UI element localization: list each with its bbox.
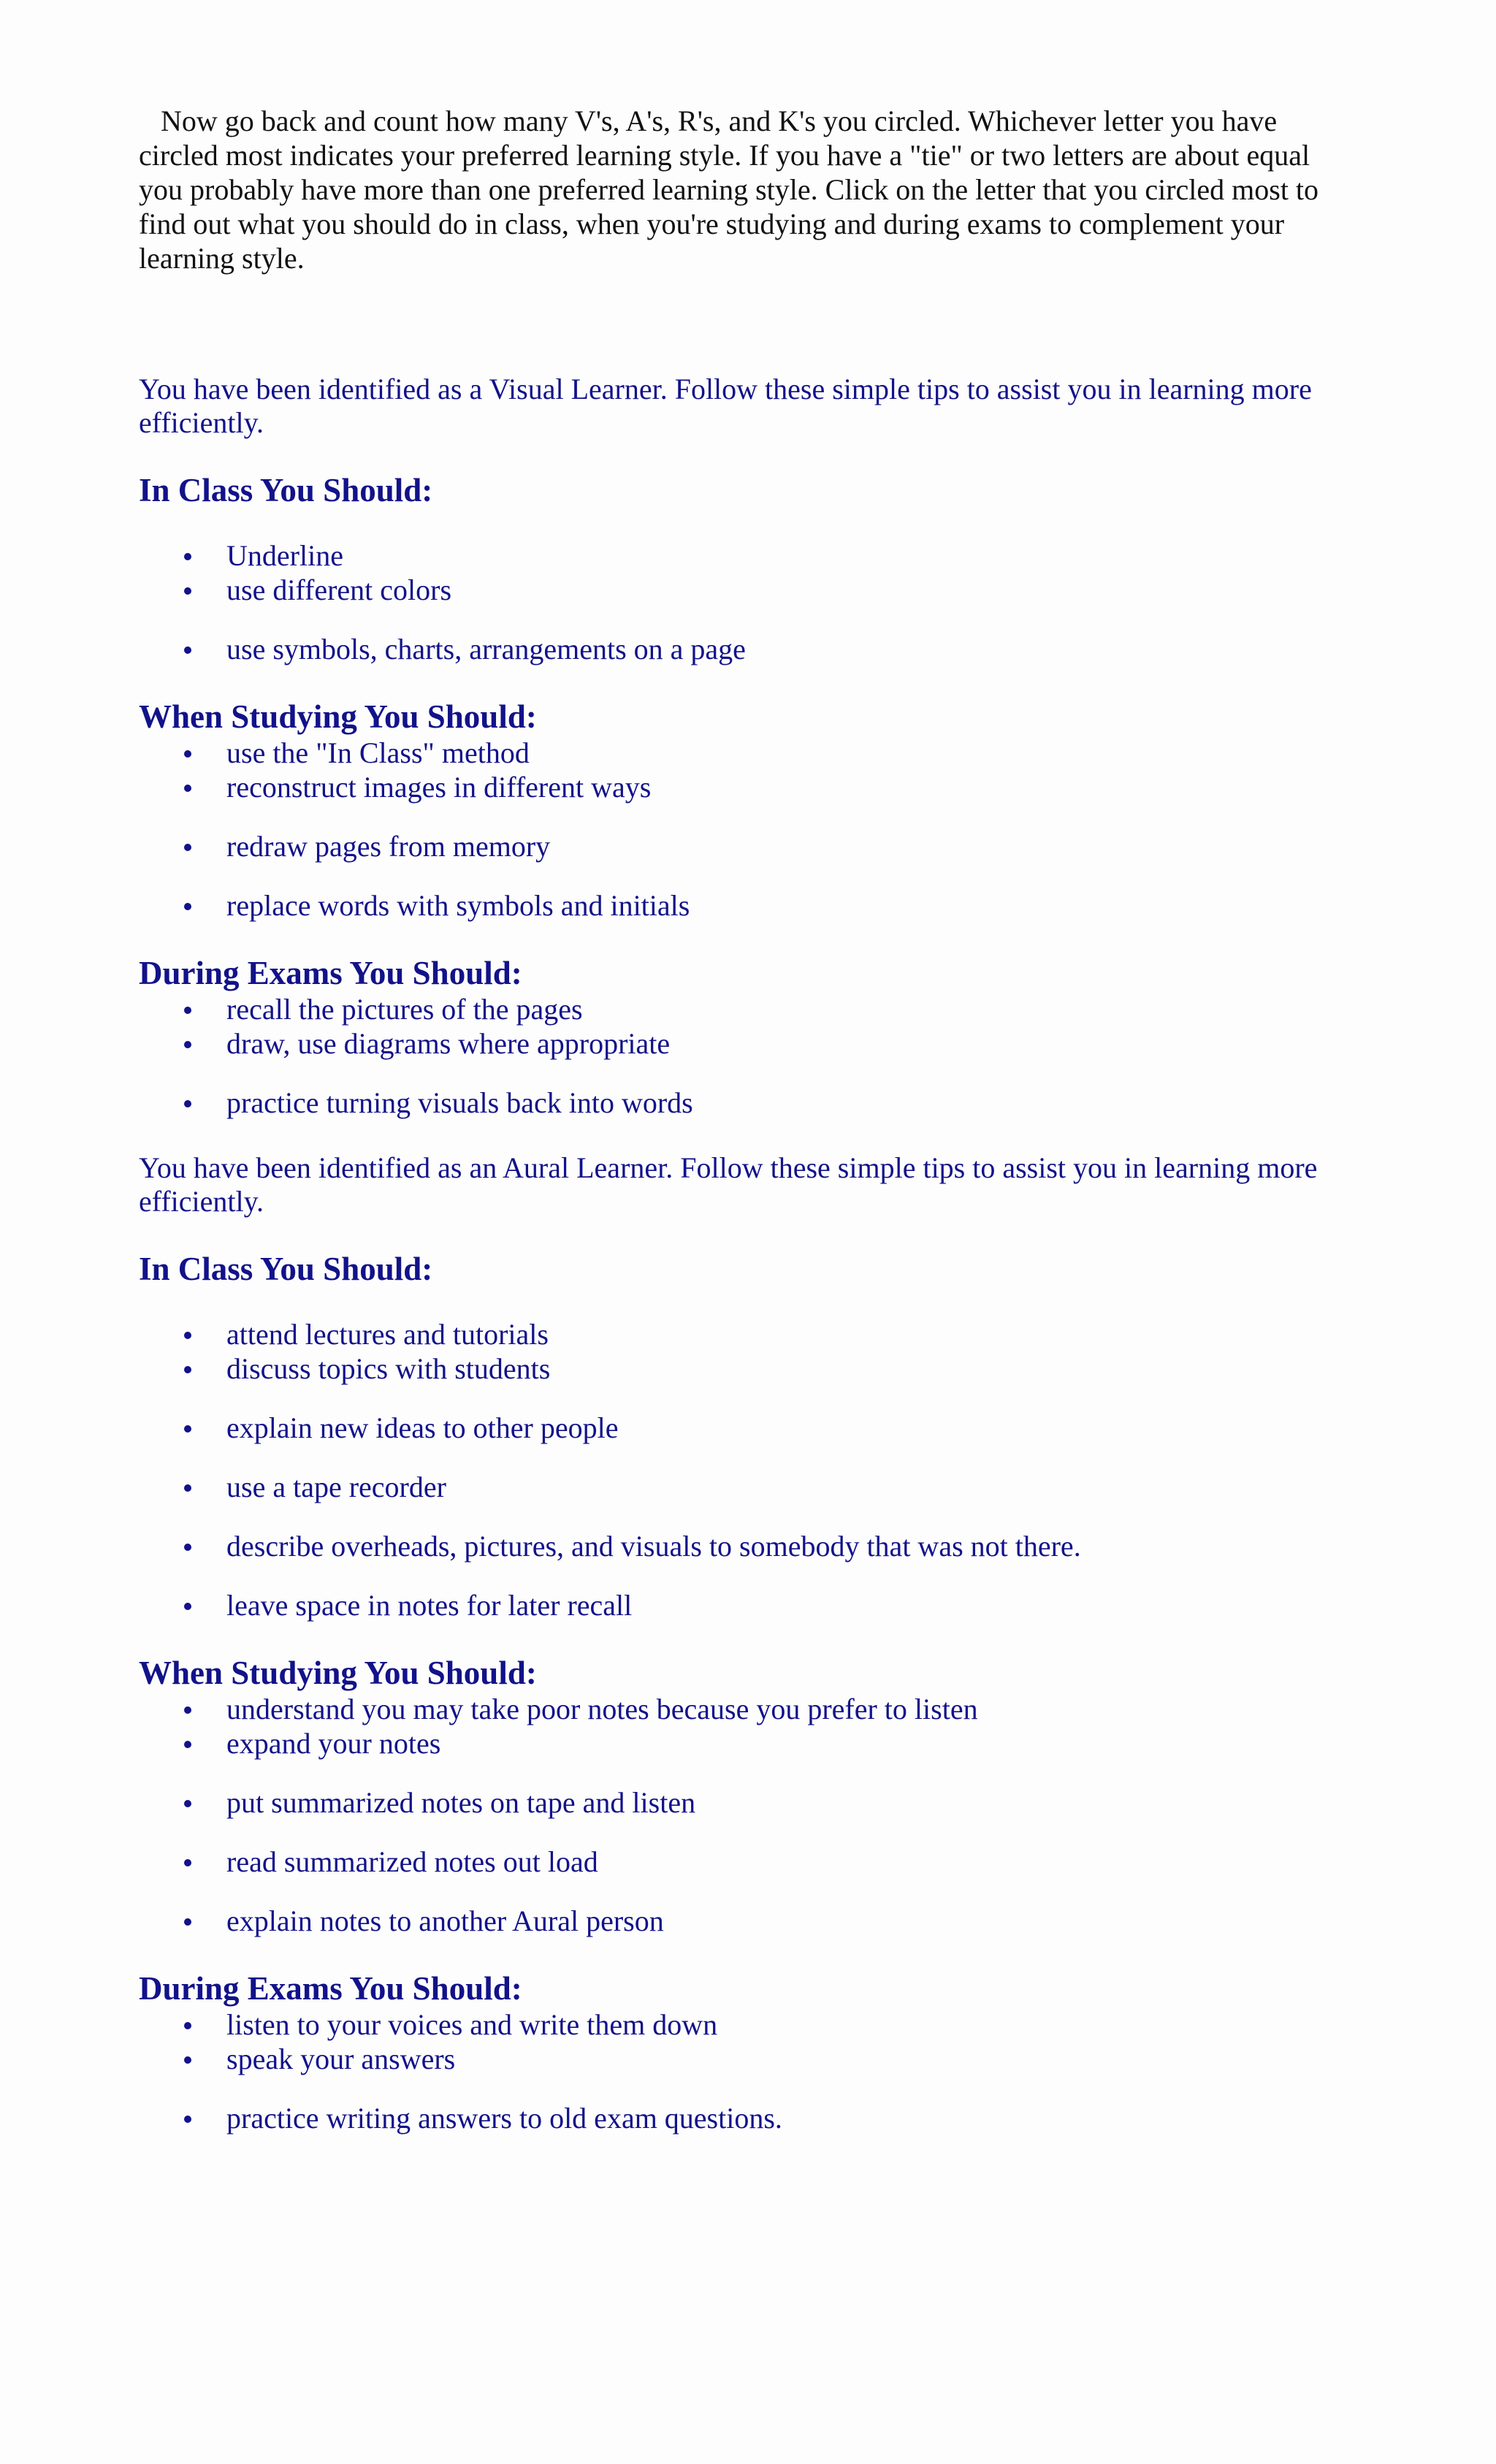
list-item: reconstruct images in different ways bbox=[139, 770, 1337, 804]
visual-studying-list bbox=[139, 736, 1337, 923]
aural-learner-intro: You have been identified as an Aural Learner. Follow these simple tips to assist you in learning more efficiently. bbox=[139, 1151, 1318, 1218]
list-item: leave space in notes for later recall bbox=[139, 1588, 1337, 1622]
list-item: expand your notes bbox=[139, 1726, 1337, 1761]
list-item: Underline bbox=[139, 538, 1337, 573]
aural-in-class-list bbox=[139, 1317, 1337, 1622]
list-item: practice writing answers to old exam questions. bbox=[139, 2101, 1337, 2135]
list-item: put summarized notes on tape and listen bbox=[139, 1785, 1337, 1820]
intro-paragraph bbox=[139, 104, 1337, 275]
list-item: explain notes to another Aural person bbox=[139, 1904, 1337, 1938]
visual-exams-heading: During Exams You Should: bbox=[139, 955, 522, 991]
list-item: use symbols, charts, arrangements on a page bbox=[139, 632, 1337, 666]
list-item: use different colors bbox=[139, 573, 1337, 607]
list-item: use a tape recorder bbox=[139, 1470, 1337, 1504]
list-item: recall the pictures of the pages bbox=[139, 992, 1337, 1026]
list-item: practice turning visuals back into words bbox=[139, 1086, 1337, 1120]
list-item: redraw pages from memory bbox=[139, 829, 1337, 863]
visual-in-class-heading: In Class You Should: bbox=[139, 472, 433, 508]
aural-in-class-heading: In Class You Should: bbox=[139, 1251, 433, 1287]
aural-exams-list bbox=[139, 2007, 1337, 2135]
list-item: replace words with symbols and initials bbox=[139, 888, 1337, 923]
document-body bbox=[139, 104, 1337, 2135]
list-item: speak your answers bbox=[139, 2042, 1337, 2076]
list-item: describe overheads, pictures, and visuals to somebody that was not there. bbox=[139, 1529, 1337, 1563]
aural-exams-heading: During Exams You Should: bbox=[139, 1970, 522, 2007]
list-item: use the "In Class" method bbox=[139, 736, 1337, 770]
list-item: read summarized notes out load bbox=[139, 1845, 1337, 1879]
list-item: explain new ideas to other people bbox=[139, 1411, 1337, 1445]
list-item: discuss topics with students bbox=[139, 1351, 1337, 1386]
aural-studying-list bbox=[139, 1692, 1337, 1938]
list-item: understand you may take poor notes because you prefer to listen bbox=[139, 1692, 1337, 1726]
visual-in-class-list bbox=[139, 538, 1337, 666]
visual-studying-heading: When Studying You Should: bbox=[139, 698, 537, 735]
intro-text: Now go back and count how many V's, A's, R's, and K's you circled. Whichever letter you have circled most indicates your preferred learning style. If you have a "tie" or two letters are about equal you probably have more than one preferred learning style. Click on the letter that you circled most to find out what you should do in class, when you're studying and during exams to complement your learning style. bbox=[139, 104, 1319, 275]
list-item: attend lectures and tutorials bbox=[139, 1317, 1337, 1351]
visual-exams-list bbox=[139, 992, 1337, 1120]
aural-studying-heading: When Studying You Should: bbox=[139, 1655, 537, 1691]
list-item: draw, use diagrams where appropriate bbox=[139, 1026, 1337, 1061]
visual-learner-intro: You have been identified as a Visual Learner. Follow these simple tips to assist you in learning more efficiently. bbox=[139, 373, 1312, 439]
list-item: listen to your voices and write them down bbox=[139, 2007, 1337, 2042]
